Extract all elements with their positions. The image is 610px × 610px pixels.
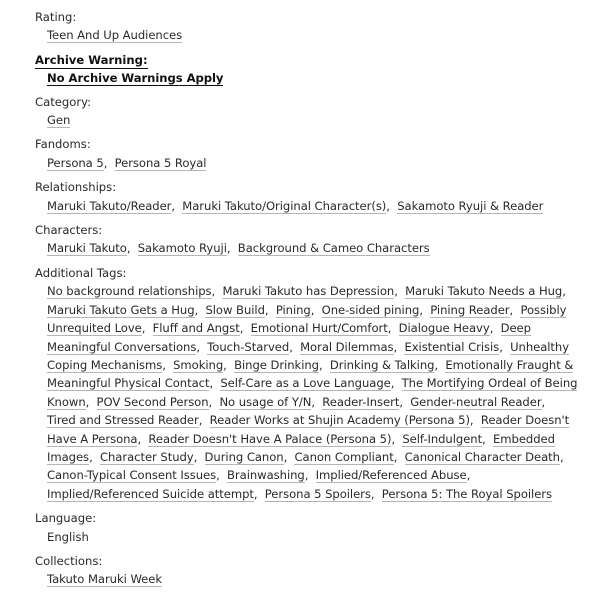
tag-separator: , <box>391 431 403 446</box>
tag-separator: , <box>393 339 405 354</box>
rating-label: Rating: <box>35 10 77 24</box>
freeform-tag[interactable]: Emotional Hurt/Comfort <box>250 321 388 336</box>
relationships-label: Relationships: <box>35 180 117 195</box>
archive-warning-label: Archive Warning: <box>35 52 148 67</box>
tag-separator: , <box>310 302 322 317</box>
tag-separator: , <box>387 321 399 336</box>
fandoms-group <box>35 135 580 172</box>
freeform-tag[interactable]: Persona 5: The Royal Spoilers <box>381 486 553 501</box>
freeform-tag[interactable]: Maruki Takuto Needs a Hug <box>405 284 563 299</box>
collection-link[interactable]: Takuto Maruki Week <box>47 572 163 587</box>
archive-warning-tag[interactable]: No Archive Warnings Apply <box>47 71 224 86</box>
freeform-tag[interactable]: Reader Works at Shujin Academy (Persona 5) <box>209 413 470 428</box>
language-value: English <box>47 529 89 544</box>
tag-separator: , <box>198 413 210 428</box>
tag-separator: , <box>394 284 406 299</box>
freeform-tag[interactable]: Reader-Insert <box>322 394 400 409</box>
freeform-tag[interactable]: Smoking <box>173 357 224 372</box>
freeform-tag[interactable]: Deep Meaningful Conversations <box>47 321 531 354</box>
collection-tags <box>35 570 580 588</box>
fandoms-label: Fandoms: <box>35 137 91 152</box>
tag-separator: , <box>434 357 446 372</box>
freeform-tag[interactable]: Self-Care as a Love Language <box>220 376 391 391</box>
tag-separator: , <box>89 449 100 464</box>
tag-separator: , <box>141 321 153 336</box>
tag-separator: , <box>194 302 206 317</box>
tag-separator: , <box>499 339 511 354</box>
tag-separator: , <box>562 284 570 299</box>
category-group <box>35 93 580 130</box>
additional-tags-group <box>35 264 580 503</box>
archive-warning-group <box>35 51 580 88</box>
archive-warning-tags <box>35 69 580 87</box>
character-tag[interactable]: Maruki Takuto <box>47 241 127 256</box>
tag-separator: , <box>226 241 238 256</box>
tag-separator: , <box>318 357 330 372</box>
language-group <box>35 509 580 546</box>
tag-separator: , <box>304 468 316 483</box>
fandom-tags <box>35 154 580 172</box>
fandom-tag[interactable]: Persona 5 <box>47 155 104 170</box>
tag-separator: , <box>85 394 97 409</box>
freeform-tag[interactable]: Existential Crisis <box>404 339 500 354</box>
tag-separator: , <box>559 449 568 464</box>
freeform-tag[interactable]: Embedded Images <box>47 431 555 464</box>
freeform-tag[interactable]: Self-Indulgent <box>402 431 483 446</box>
tag-separator: , <box>386 198 398 213</box>
tag-separator: , <box>211 284 223 299</box>
tag-separator: , <box>171 198 183 213</box>
freeform-tag[interactable]: Brainwashing <box>227 468 305 483</box>
tag-separator: , <box>393 449 405 464</box>
rating-tag[interactable]: Teen And Up Audiences <box>47 28 183 43</box>
tag-separator: , <box>311 394 323 409</box>
freeform-tag[interactable]: The Mortifying Ordeal of Being Known <box>47 376 578 409</box>
relationships-group <box>35 178 580 215</box>
tag-separator: , <box>289 339 301 354</box>
tag-separator: , <box>541 394 549 409</box>
fandom-tag[interactable]: Persona 5 Royal <box>114 155 207 170</box>
freeform-tag[interactable]: Dialogue Heavy <box>398 321 490 336</box>
category-tags <box>35 111 580 129</box>
additional-tags <box>35 282 580 503</box>
tag-separator: , <box>239 321 251 336</box>
character-tag[interactable]: Background & Cameo Characters <box>237 241 430 256</box>
tag-separator: , <box>196 339 208 354</box>
tag-separator: , <box>264 302 276 317</box>
freeform-tag[interactable]: During Canon <box>204 449 284 464</box>
freeform-tag[interactable]: Emotionally Fraught & Meaningful Physical Contact <box>47 357 574 391</box>
freeform-tag[interactable]: Canon-Typical Consent Issues <box>47 468 217 483</box>
freeform-tag[interactable]: No background relationships <box>47 284 212 299</box>
tag-separator: , <box>103 155 115 170</box>
freeform-tag[interactable]: Unhealthy Coping Mechanisms <box>47 339 570 372</box>
freeform-tag[interactable]: Canon Compliant <box>294 449 394 464</box>
characters-label: Characters: <box>35 223 103 238</box>
freeform-tag[interactable]: Canonical Character Death <box>404 449 560 464</box>
additional-tags-label: Additional Tags: <box>35 265 127 280</box>
freeform-tag[interactable]: Persona 5 Spoilers <box>264 486 371 501</box>
tag-separator: , <box>469 413 481 428</box>
freeform-tag[interactable]: Pining Reader <box>430 302 510 317</box>
tag-separator: , <box>162 357 174 372</box>
relationship-tag[interactable]: Sakamoto Ryuji & Reader <box>397 198 544 213</box>
freeform-tag[interactable]: Touch-Starved <box>207 339 290 354</box>
tag-separator: , <box>208 394 220 409</box>
tag-separator: , <box>193 449 205 464</box>
tag-separator: , <box>390 376 402 391</box>
tag-separator: , <box>419 302 431 317</box>
tag-separator: , <box>466 468 474 483</box>
rating-group <box>35 8 580 45</box>
tag-separator: , <box>399 394 411 409</box>
character-tags <box>35 239 580 257</box>
freeform-tag[interactable]: Drinking & Talking <box>329 357 435 372</box>
freeform-tag[interactable]: Maruki Takuto has Depression <box>222 284 395 299</box>
freeform-tag[interactable]: No usage of Y/N <box>219 394 312 409</box>
freeform-tag[interactable]: Possibly Unrequited Love <box>47 302 567 336</box>
tag-separator: , <box>370 486 382 501</box>
language-label: Language: <box>35 511 97 526</box>
tag-separator: , <box>489 321 501 336</box>
collections-label: Collections: <box>35 553 103 568</box>
collections-group <box>35 552 580 589</box>
freeform-tag[interactable]: Gender-neutral Reader <box>410 394 542 409</box>
tag-separator: , <box>126 241 138 256</box>
freeform-tag[interactable]: Character Study <box>99 449 194 464</box>
freeform-tag[interactable]: Reader Doesn't Have A Persona <box>47 413 570 446</box>
category-tag[interactable]: Gen <box>47 113 71 128</box>
freeform-tag[interactable]: One-sided pining <box>321 302 420 317</box>
freeform-tag[interactable]: Maruki Takuto Gets a Hug <box>47 302 195 317</box>
freeform-tag[interactable]: Binge Drinking <box>234 357 319 372</box>
freeform-tag[interactable]: Fluff and Angst <box>152 321 240 336</box>
relationship-tags <box>35 197 580 215</box>
freeform-tag[interactable]: Slow Build <box>205 302 265 317</box>
tag-separator: , <box>209 376 221 391</box>
tag-separator: , <box>253 486 265 501</box>
tag-separator: , <box>216 468 228 483</box>
relationship-tag[interactable]: Maruki Takuto/Reader <box>47 198 172 213</box>
freeform-tag[interactable]: Tired and Stressed Reader <box>47 413 199 428</box>
tag-separator: , <box>223 357 235 372</box>
tag-separator: , <box>137 431 149 446</box>
freeform-tag[interactable]: POV Second Person <box>96 394 209 409</box>
freeform-tag[interactable]: Implied/Referenced Abuse <box>315 468 467 483</box>
freeform-tag[interactable]: Moral Dilemmas <box>300 339 394 354</box>
relationship-tag[interactable]: Maruki Takuto/Original Character(s) <box>182 198 387 213</box>
characters-group <box>35 221 580 258</box>
rating-tags <box>35 26 580 44</box>
tag-separator: , <box>283 449 295 464</box>
category-label: Category: <box>35 94 92 109</box>
tag-separator: , <box>509 302 521 317</box>
freeform-tag[interactable]: Implied/Referenced Suicide attempt <box>47 486 254 501</box>
freeform-tag[interactable]: Pining <box>275 302 311 317</box>
freeform-tag[interactable]: Reader Doesn't Have A Palace (Persona 5) <box>148 431 392 446</box>
character-tag[interactable]: Sakamoto Ryuji <box>137 241 227 256</box>
tag-separator: , <box>482 431 493 446</box>
